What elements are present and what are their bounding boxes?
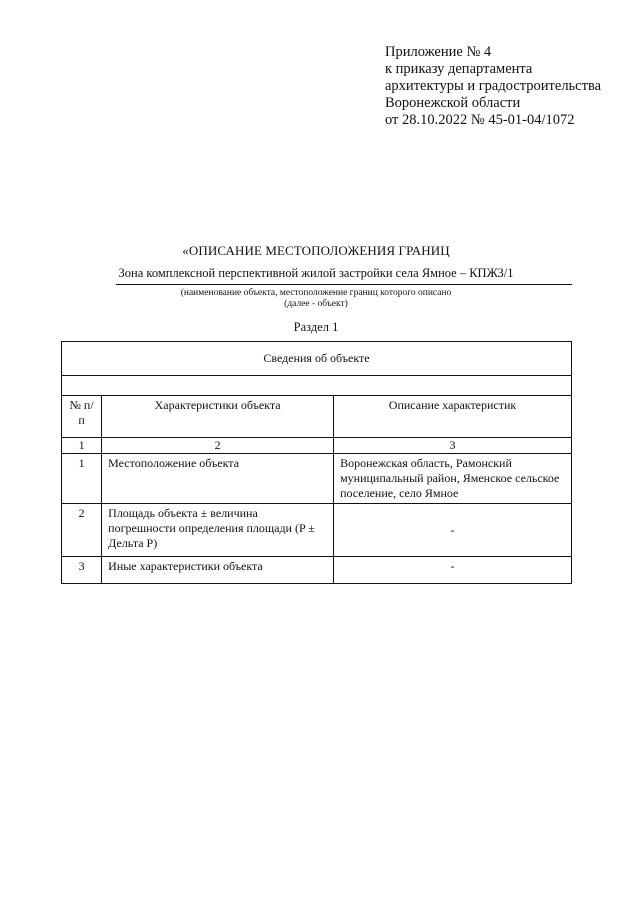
zone-name: Зона комплексной перспективной жилой застройки села Ямное – КПЖЗ/1 xyxy=(118,266,514,280)
table-row xyxy=(62,454,572,504)
table-row xyxy=(62,504,572,557)
appendix-header xyxy=(385,44,601,129)
header-characteristic: Характеристики объекта xyxy=(102,396,334,438)
row-description: - xyxy=(334,504,572,557)
row-description: Воронежская область, Рамонский муниципальный район, Яменское сельское поселение, село Ямное xyxy=(334,454,572,504)
appendix-department: архитектуры и градостроительства xyxy=(385,78,602,94)
row-characteristic: Площадь объекта ± величина погрешности определения площади (P ± Дельта P) xyxy=(102,504,334,557)
numbering-cell: 2 xyxy=(102,438,334,454)
header-number xyxy=(62,396,102,438)
row-number: 1 xyxy=(62,454,102,504)
appendix-number: Приложение № 4 xyxy=(385,44,492,60)
header-description: Описание характеристик xyxy=(334,396,572,438)
table-caption-row xyxy=(62,342,572,376)
section-heading: Раздел 1 xyxy=(293,320,339,334)
row-number: 3 xyxy=(62,557,102,584)
zone-underline xyxy=(116,284,572,285)
appendix-region: Воронежской области xyxy=(385,95,521,111)
row-number: 2 xyxy=(62,504,102,557)
table-row xyxy=(62,557,572,584)
table-spacer-row xyxy=(62,376,572,396)
zone-caption-line-1: (наименование объекта, местоположение границ которого описано xyxy=(180,288,452,298)
table-spacer-cell xyxy=(62,376,572,396)
object-info-table xyxy=(61,341,572,584)
appendix-order-date: от 28.10.2022 № 45-01-04/1072 xyxy=(385,112,575,128)
numbering-cell: 1 xyxy=(62,438,102,454)
row-characteristic: Местоположение объекта xyxy=(102,454,334,504)
zone-caption-line-2: (далее - объект) xyxy=(284,299,348,309)
header-number-label: № п/п xyxy=(69,398,94,427)
table-numbering-row xyxy=(62,438,572,454)
document-title: «ОПИСАНИЕ МЕСТОПОЛОЖЕНИЯ ГРАНИЦ xyxy=(182,243,450,258)
table-caption: Сведения об объекте xyxy=(62,342,572,376)
row-characteristic: Иные характеристики объекта xyxy=(102,557,334,584)
table-header-row xyxy=(62,396,572,438)
appendix-order-ref: к приказу департамента xyxy=(385,61,533,77)
numbering-cell: 3 xyxy=(334,438,572,454)
row-description: - xyxy=(334,557,572,584)
